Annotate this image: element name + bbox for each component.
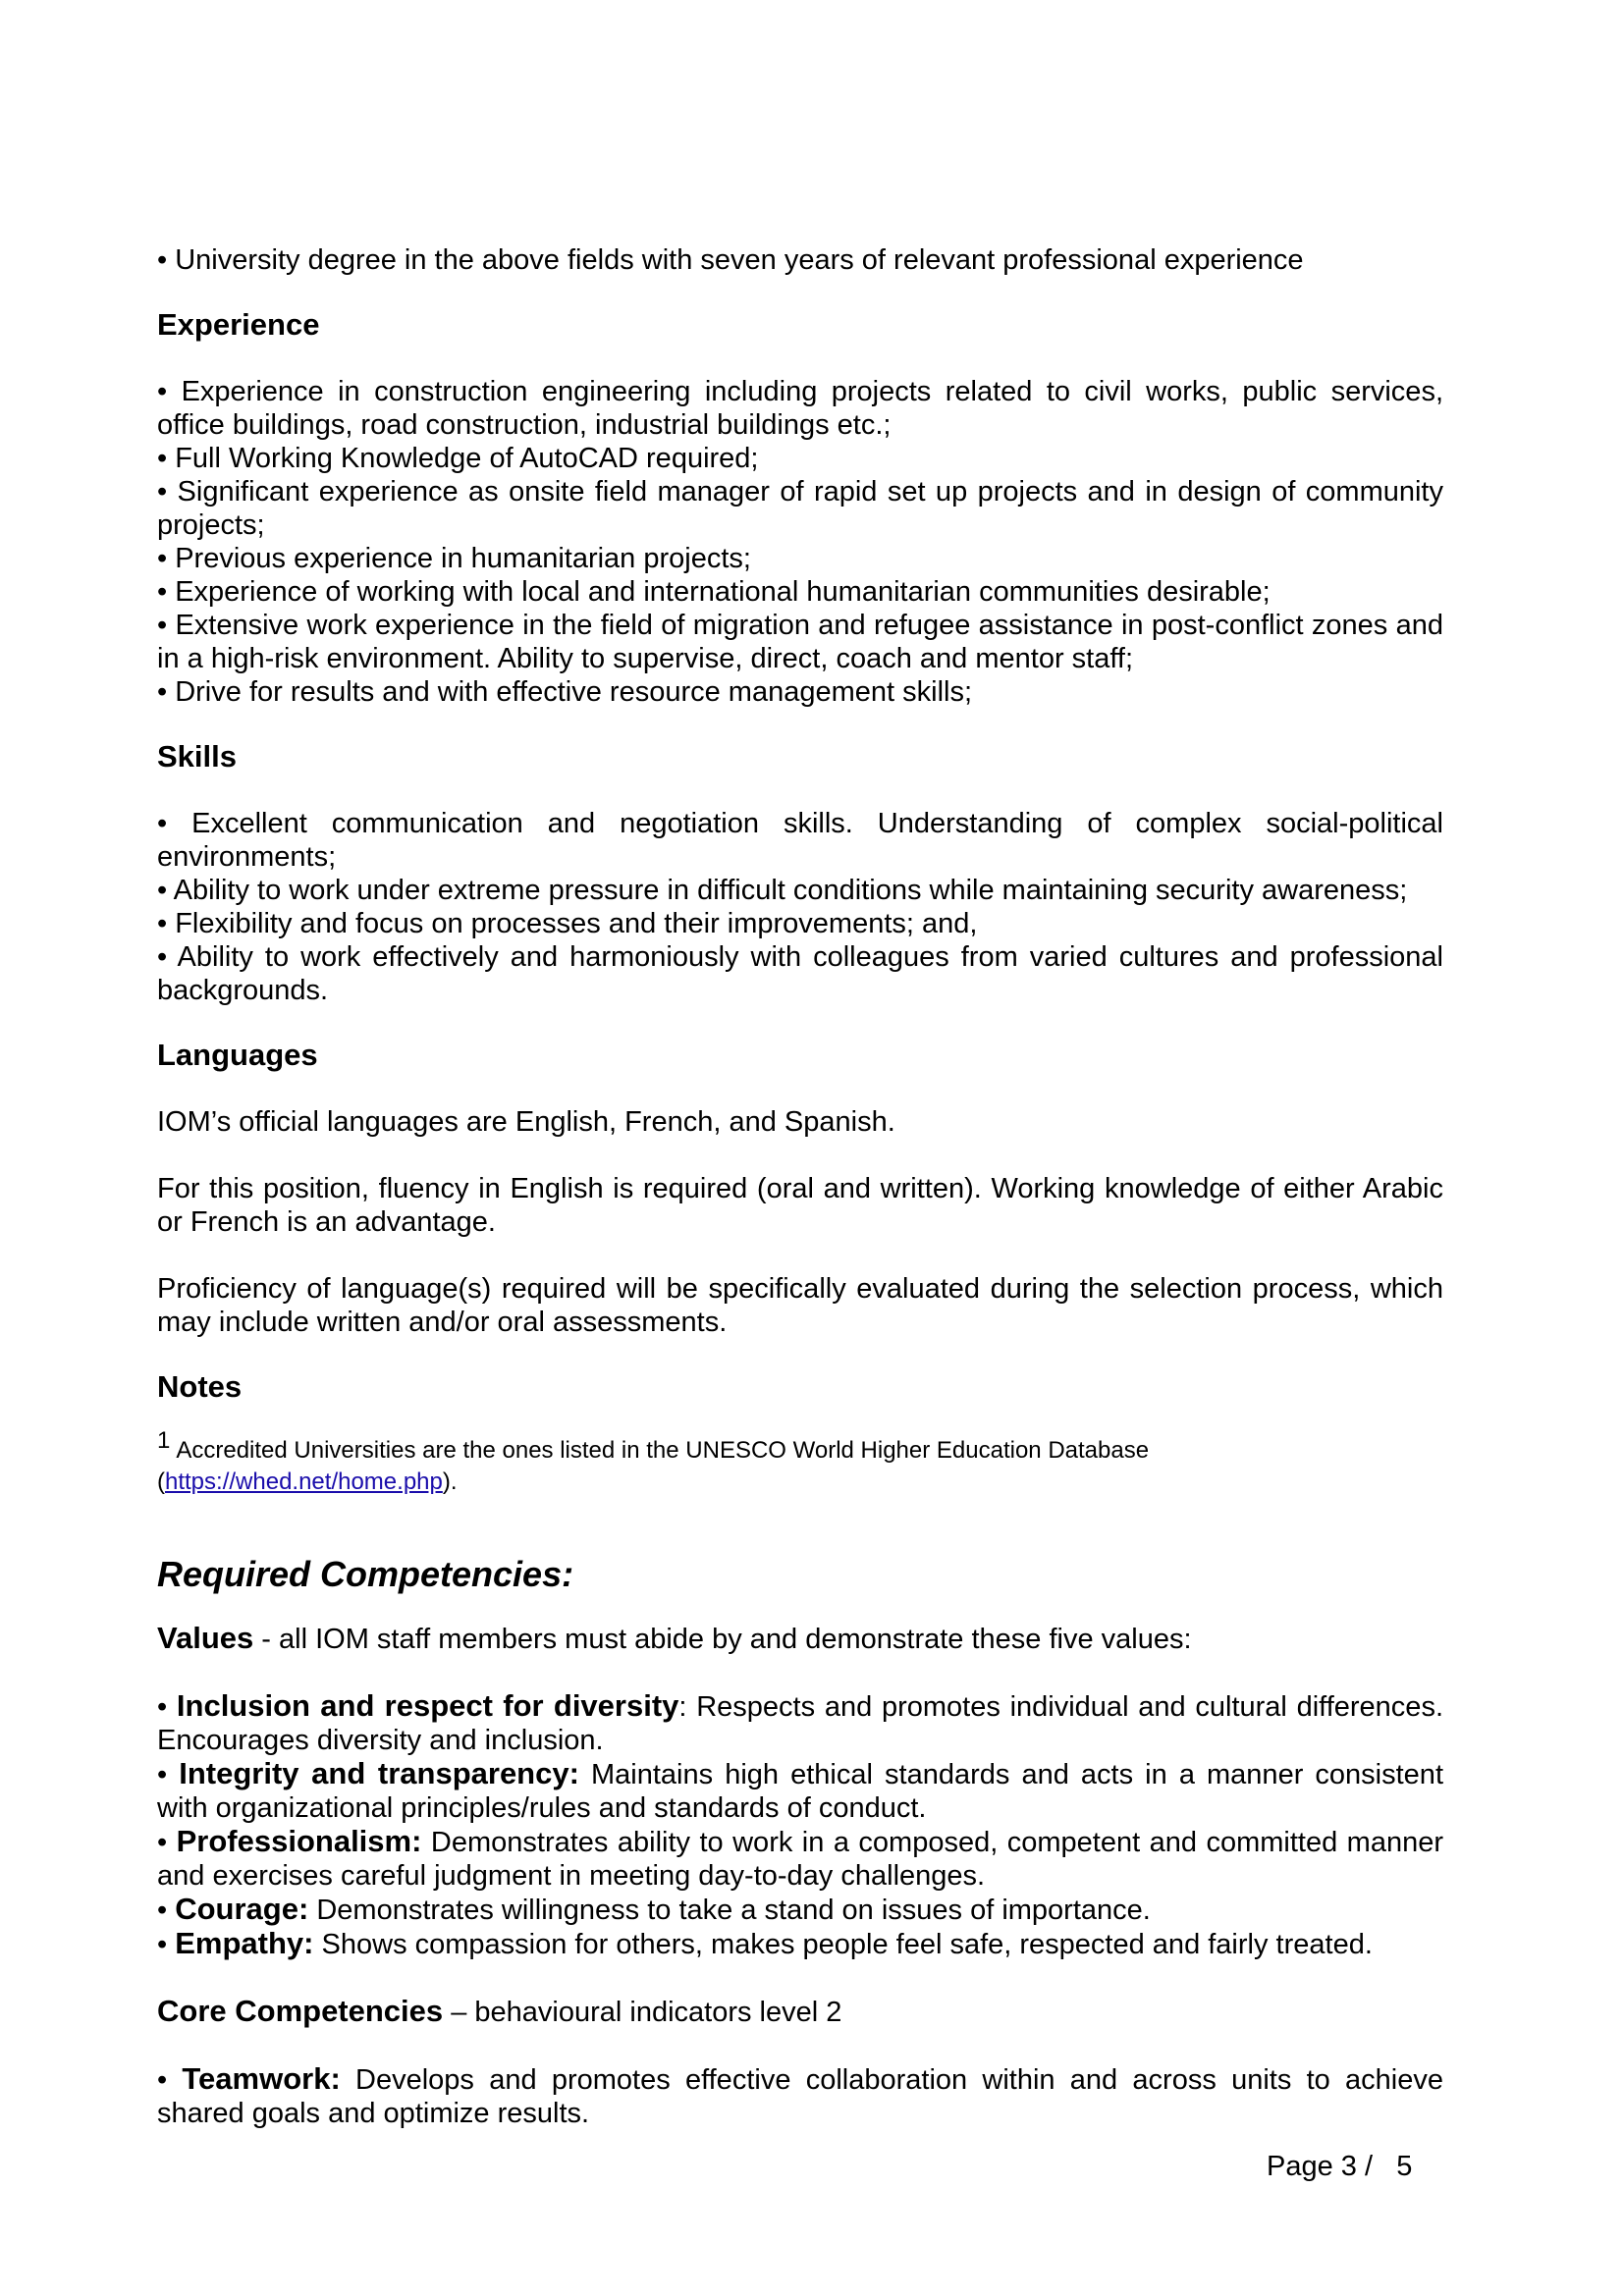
value-text: : Respects and promotes individual and cultural differences. Encourages diversity and inclusion. xyxy=(157,1691,1443,1756)
value-text: Demonstrates ability to work in a composed, competent and committed manner and exercises careful judgment in meeting day-to-day challenges. xyxy=(157,1827,1444,1892)
degree-requirement: • University degree in the above fields with seven years of relevant professional experience xyxy=(157,244,1304,276)
experience-item: • Experience of working with local and international humanitarian communities desirable; xyxy=(157,576,1271,608)
experience-item: • Extensive work experience in the field of migration and refugee assistance in post-conflict zones and in a high-risk environment. Ability to supervise, direct, coach and mentor staff; xyxy=(157,610,1443,674)
footnote xyxy=(157,1427,1443,1467)
values-intro-text: - all IOM staff members must abide by and demonstrate these five values: xyxy=(253,1624,1192,1655)
whed-link[interactable]: https://whed.net/home.php xyxy=(165,1468,443,1495)
skills-item: • Excellent communication and negotiation skills. Understanding of complex social-political environments; xyxy=(157,808,1443,873)
value-item xyxy=(157,1927,1443,1961)
bullet: • xyxy=(157,1827,177,1858)
value-text: Maintains high ethical standards and acts in a manner consistent with organizational principles/rules and standards of conduct. xyxy=(157,1759,1443,1824)
value-label: Integrity and transparency: xyxy=(179,1756,579,1790)
languages-heading: Languages xyxy=(157,1038,318,1072)
bullet: • xyxy=(157,1759,180,1790)
values-title: Values xyxy=(157,1621,254,1655)
core-competency-text: Develops and promotes effective collaboration within and across units to achieve shared goals and optimize results. xyxy=(157,2064,1444,2129)
bullet: • xyxy=(157,2064,183,2096)
core-competencies-intro xyxy=(157,1995,1443,2029)
values-intro xyxy=(157,1622,1443,1656)
value-label: Inclusion and respect for diversity xyxy=(176,1688,679,1723)
core-competencies-title: Core Competencies xyxy=(157,1994,444,2028)
footnote-link-line xyxy=(157,1467,1443,1498)
close-paren: ). xyxy=(442,1468,458,1495)
value-item xyxy=(157,1825,1443,1893)
open-paren: ( xyxy=(157,1468,165,1495)
value-item xyxy=(157,1689,1443,1757)
experience-item: • Experience in construction engineering including projects related to civil works, public services, office buildings, road construction, industrial buildings etc.; xyxy=(157,376,1443,441)
languages-evaluation: Proficiency of language(s) required will be specifically evaluated during the selection process, which may include written and/or oral assessments. xyxy=(157,1273,1443,1338)
skills-item: • Ability to work effectively and harmoniously with colleagues from varied cultures and professional backgrounds. xyxy=(157,941,1443,1006)
languages-official: IOM’s official languages are English, French, and Spanish. xyxy=(157,1106,895,1138)
value-text: Shows compassion for others, makes people feel safe, respected and fairly treated. xyxy=(313,1929,1373,1960)
value-item xyxy=(157,1893,1443,1927)
languages-requirement: For this position, fluency in English is required (oral and written). Working knowledge of either Arabic or French is an advantage. xyxy=(157,1173,1443,1238)
notes-heading: Notes xyxy=(157,1369,243,1404)
value-label: Empathy: xyxy=(175,1926,314,1960)
page-number: Page 3 / 5 xyxy=(1267,2151,1413,2182)
value-item xyxy=(157,1757,1443,1825)
value-label: Courage: xyxy=(175,1892,309,1926)
bullet: • xyxy=(157,1691,177,1723)
value-text: Demonstrates willingness to take a stand on issues of importance. xyxy=(308,1895,1151,1926)
required-competencies-heading: Required Competencies: xyxy=(157,1554,574,1594)
core-competencies-intro-text: – behavioural indicators level 2 xyxy=(443,1997,842,2028)
experience-item: • Full Working Knowledge of AutoCAD required; xyxy=(157,443,759,474)
skills-item: • Flexibility and focus on processes and their improvements; and, xyxy=(157,908,978,939)
experience-item: • Drive for results and with effective resource management skills; xyxy=(157,676,973,708)
footnote-text: Accredited Universities are the ones listed in the UNESCO World Higher Education Database xyxy=(176,1437,1150,1464)
bullet: • xyxy=(157,1929,176,1960)
skills-heading: Skills xyxy=(157,739,237,774)
experience-heading: Experience xyxy=(157,307,320,342)
bullet: • xyxy=(157,1895,176,1926)
skills-item: • Ability to work under extreme pressure in difficult conditions while maintaining security awareness; xyxy=(157,875,1408,906)
core-competency-item xyxy=(157,2062,1443,2130)
experience-item: • Significant experience as onsite field manager of rapid set up projects and in design of community projects; xyxy=(157,476,1443,541)
document-page xyxy=(157,243,1443,2130)
core-competency-label: Teamwork: xyxy=(182,2061,341,2096)
experience-item: • Previous experience in humanitarian projects; xyxy=(157,543,751,574)
footnote-marker: 1 xyxy=(157,1427,171,1454)
value-label: Professionalism: xyxy=(176,1824,422,1858)
